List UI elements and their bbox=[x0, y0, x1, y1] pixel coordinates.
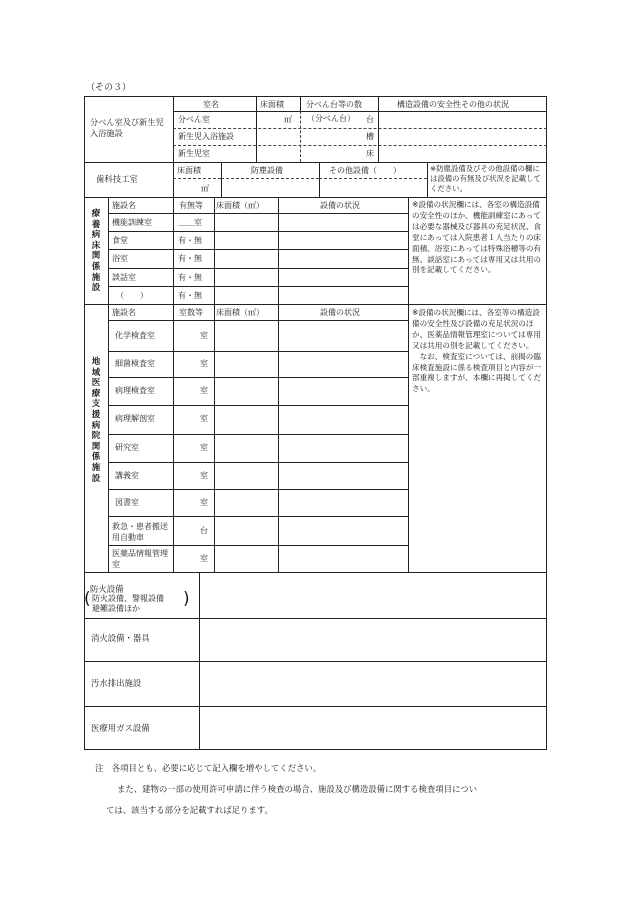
regional-row-unit: 室 bbox=[200, 554, 208, 563]
regional-row-unit: 室 bbox=[200, 359, 208, 368]
recuperation-header-value: 有無等 bbox=[179, 201, 203, 210]
regional-row-name: 病理解剖室 bbox=[115, 414, 155, 423]
regional-header-status: 設備の状況 bbox=[320, 308, 360, 317]
fire-sub1: 防火設備、警報設備 bbox=[92, 594, 164, 603]
dental-note: ※防塵設備及びその他設備の欄には設備の有無及び状況を記載してください。 bbox=[430, 164, 541, 194]
regional-row-unit: 台 bbox=[200, 526, 208, 535]
regional-row-name: 病理検査室 bbox=[115, 386, 155, 395]
delivery-row-room: 新生児室 bbox=[178, 149, 210, 158]
regional-row-unit: 室 bbox=[200, 498, 208, 507]
recuperation-row-name: 談話室 bbox=[112, 273, 136, 282]
delivery-header-area: 床面積 bbox=[260, 100, 284, 109]
fire-sub2: 避難設備ほか bbox=[92, 604, 140, 613]
regional-title: 地域医療支援病院関係施設 bbox=[91, 357, 101, 484]
regional-row-unit: 室 bbox=[200, 443, 208, 452]
delivery-row-room: 新生児入浴施設 bbox=[178, 132, 234, 141]
recuperation-title: 療養病床関係施設 bbox=[91, 209, 101, 294]
dental-title: 歯科技工室 bbox=[96, 174, 138, 184]
regional-row-name: 研究室 bbox=[115, 443, 139, 452]
delivery-header-status: 構造設備の安全性その他の状況 bbox=[397, 100, 509, 109]
regional-row-name: 救急・患者搬送用自動車 bbox=[112, 522, 168, 542]
recuperation-row-value: 有・無 bbox=[178, 254, 202, 263]
dental-other-label: その他設備（ ） bbox=[329, 166, 401, 175]
regional-header-count: 室数等 bbox=[179, 308, 203, 317]
delivery-row-count-unit: 台 bbox=[366, 115, 374, 124]
recuperation-row-name: 浴室 bbox=[112, 254, 128, 263]
recuperation-row-name: （ ） bbox=[116, 291, 148, 300]
delivery-row-count-label: （分べん台） bbox=[307, 114, 355, 123]
delivery-title: 分べん室及び新生児入浴施設 bbox=[90, 117, 164, 138]
dental-area-label: 床面積 bbox=[177, 166, 201, 175]
regional-row-unit: 室 bbox=[200, 471, 208, 480]
recuperation-header-name: 施設名 bbox=[112, 201, 136, 210]
recuperation-row-value: ＿＿室 bbox=[178, 218, 202, 227]
footnote-line1: 注 各項目とも、必要に応じて記入欄を増やしてください。 bbox=[95, 763, 322, 773]
regional-row-unit: 室 bbox=[200, 386, 208, 395]
delivery-header-count: 分べん台等の数 bbox=[306, 100, 362, 109]
footnote-line3: ては、該当する部分を記載すれば足ります。 bbox=[106, 805, 273, 815]
recuperation-row-name: 食堂 bbox=[112, 236, 128, 245]
regional-row-unit: 室 bbox=[200, 331, 208, 340]
delivery-header-room: 室名 bbox=[203, 100, 219, 109]
delivery-row-count-unit: 槽 bbox=[366, 132, 374, 141]
regional-row-name: 細菌検査室 bbox=[115, 359, 155, 368]
regional-row-name: 講義室 bbox=[115, 471, 139, 480]
recuperation-header-area: 床面積（㎡） bbox=[216, 201, 264, 210]
recuperation-row-value: 有・無 bbox=[178, 273, 202, 282]
recuperation-header-status: 設備の状況 bbox=[320, 201, 360, 210]
regional-header-area: 床面積（㎡） bbox=[216, 308, 264, 317]
recuperation-row-value: 有・無 bbox=[178, 236, 202, 245]
delivery-row-count-unit: 床 bbox=[366, 149, 374, 158]
sewage-label: 汚水排出施設 bbox=[91, 678, 142, 688]
recuperation-note: ※設備の状況欄には、各室の構造設備の安全性のほか、機能訓練室にあっては必要な器械及び器具の充足状況、食堂にあっては入院患者１人当たりの床面積、浴室にあっては特殊浴槽等の有無、談話室にあっては専用又は共用の別を記載してください。 bbox=[412, 200, 542, 275]
regional-row-unit: 室 bbox=[200, 414, 208, 423]
footnote-line2: また、建物の一部の使用許可申請に伴う検査の場合、施設及び構造設備に関する検査項目につい bbox=[117, 784, 477, 794]
dental-dust-label: 防塵設備 bbox=[251, 166, 283, 175]
regional-note: ※設備の状況欄には、各室等の構造設備の安全性及び設備の充足状況のほか、医薬品情報管理室については専用又は共用の別を記載してください。 なお、検査室については、前揭の臨床検査施設に係る検査項目と内容が一部重複しますが、本欄に再掲してください。 bbox=[412, 308, 542, 394]
recuperation-row-value: 有・無 bbox=[178, 291, 202, 300]
fire-extinguisher-label: 消火設備・器具 bbox=[91, 633, 150, 643]
regional-header-name: 施設名 bbox=[112, 308, 136, 317]
fire-title: 防火設備 bbox=[90, 584, 124, 594]
dental-area-unit: ㎡ bbox=[201, 184, 209, 193]
recuperation-row-name: 機能訓練室 bbox=[112, 218, 152, 227]
regional-row-name: 化学検査室 bbox=[115, 331, 155, 340]
page-label: （その３） bbox=[86, 83, 132, 93]
fire-paren-left: ( bbox=[84, 589, 91, 609]
regional-row-name: 医薬品情報管理室 bbox=[112, 549, 168, 569]
regional-row-name: 図書室 bbox=[115, 498, 139, 507]
medical-gas-label: 医療用ガス設備 bbox=[91, 723, 150, 733]
fire-paren-right: ) bbox=[183, 589, 190, 609]
delivery-row-unit: ㎡ bbox=[284, 115, 292, 124]
delivery-row-room: 分べん室 bbox=[178, 115, 210, 124]
